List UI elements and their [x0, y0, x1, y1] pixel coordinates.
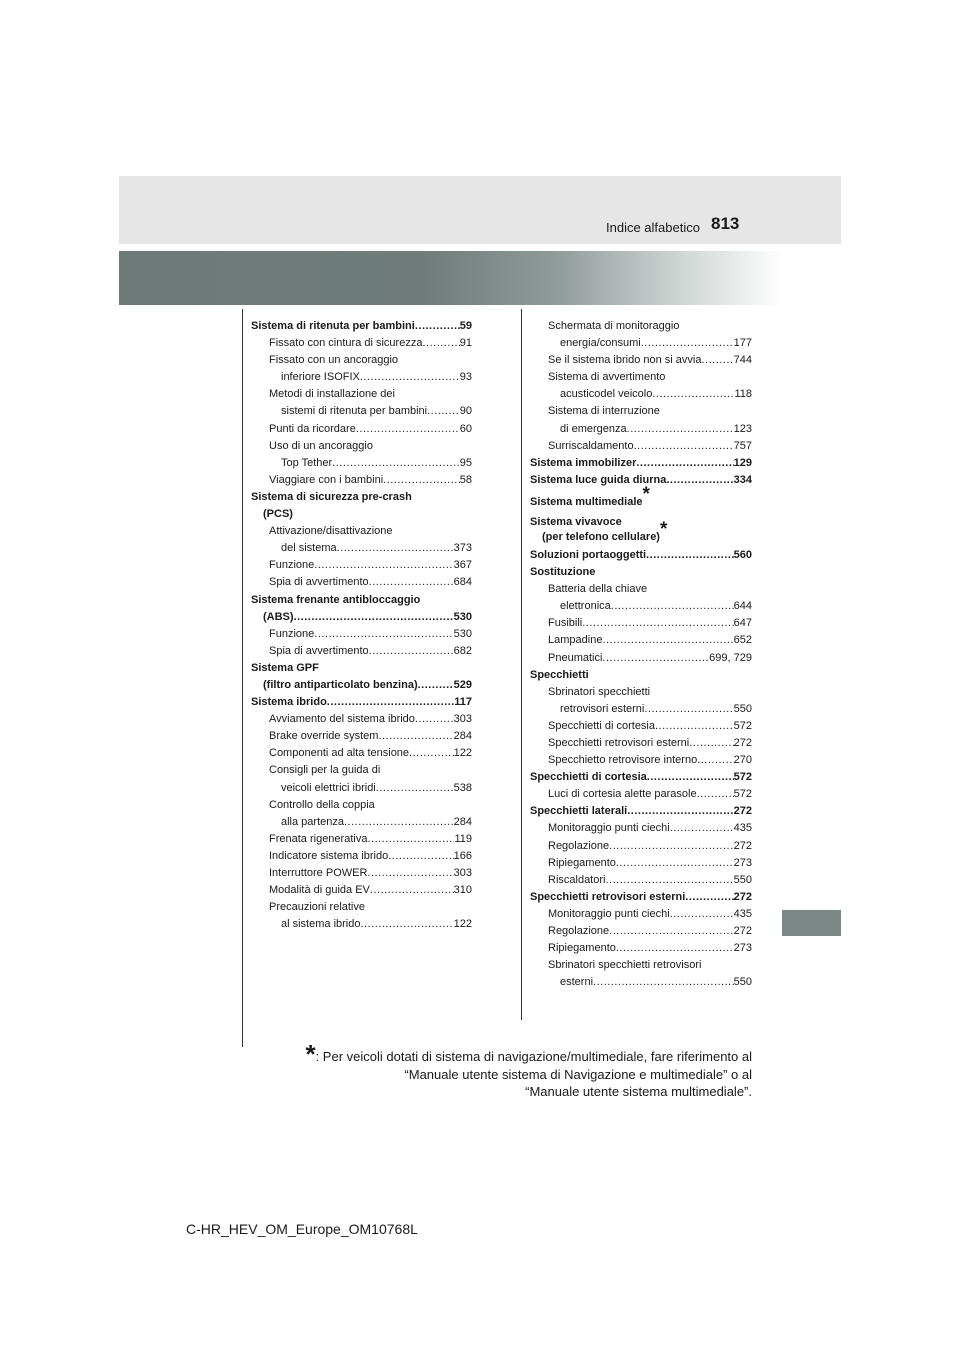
- index-entry: Sistema GPF (filtro antiparticolato benzina) ..... 529: [251, 660, 472, 694]
- index-subentry: Monitoraggio punti ciechi ..... 435: [530, 906, 752, 923]
- index-column-right: [530, 318, 752, 991]
- index-entry: Sistema ibrido ..... 117: [251, 694, 472, 711]
- index-subentry: Fusibili ..... 647: [530, 615, 752, 632]
- index-entry: Specchietti laterali ..... 272: [530, 803, 752, 820]
- index-entry: Sistema luce guida diurna ..... 334: [530, 472, 752, 489]
- index-subentry: Riscaldatori ..... 550: [530, 872, 752, 889]
- index-subentry: Precauzioni relative al sistema ibrido ..... 122: [251, 899, 472, 933]
- index-subentry: Spia di avvertimento ..... 682: [251, 643, 472, 660]
- index-entry: Specchietti: [530, 668, 589, 681]
- index-subentry: Specchietti retrovisori esterni ..... 272: [530, 735, 752, 752]
- index-subentry: Monitoraggio punti ciechi ..... 435: [530, 820, 752, 837]
- index-subentry: Sistema di avvertimento acusticodel veicolo ..... 118: [530, 369, 752, 403]
- index-entry: Sistema di sicurezza pre-crash (PCS): [251, 490, 412, 521]
- left-margin-rule: [242, 309, 243, 1047]
- index-entry: Sostituzione: [530, 566, 596, 579]
- index-subentry: Modalità di guida EV ..... 310: [251, 882, 472, 899]
- index-subentry: Fissato con un ancoraggio inferiore ISOFIX ..... 93: [251, 352, 472, 386]
- index-entry: Sistema multimediale*: [530, 483, 650, 508]
- column-divider: [521, 309, 522, 1020]
- index-entry: Specchietti di cortesia ..... 572: [530, 769, 752, 786]
- section-title: Indice alfabetico: [606, 220, 700, 235]
- footnote-star-icon: *: [659, 518, 668, 540]
- index-subentry: Regolazione ..... 272: [530, 838, 752, 855]
- footnote-star-icon: *: [305, 1039, 316, 1069]
- footnote-star-icon: *: [642, 483, 650, 505]
- gradient-banner: [119, 251, 841, 305]
- index-subentry: Consigli per la guida di veicoli elettrici ibridi ..... 538: [251, 762, 472, 796]
- index-entry: Soluzioni portaoggetti ..... 560: [530, 547, 752, 564]
- index-subentry: Punti da ricordare ..... 60: [251, 421, 472, 438]
- index-subentry: Componenti ad alta tensione ..... 122: [251, 745, 472, 762]
- index-entry: Sistema immobilizer ..... 129: [530, 455, 752, 472]
- index-subentry: Brake override system ..... 284: [251, 728, 472, 745]
- index-subentry: Regolazione ..... 272: [530, 923, 752, 940]
- index-column-left: [251, 318, 472, 933]
- index-subentry: Lampadine ..... 652: [530, 632, 752, 649]
- index-entry: Specchietti retrovisori esterni ..... 272: [530, 889, 752, 906]
- index-subentry: Attivazione/disattivazione del sistema ..... 373: [251, 523, 472, 557]
- index-subentry: Schermata di monitoraggio energia/consumi ..... 177: [530, 318, 752, 352]
- index-entry: Sistema frenante antibloccaggio (ABS) ..... 530: [251, 592, 472, 626]
- index-subentry: Spia di avvertimento ..... 684: [251, 574, 472, 591]
- index-subentry: Funzione ..... 367: [251, 557, 472, 574]
- index-subentry: Controllo della coppia alla partenza ..... 284: [251, 797, 472, 831]
- index-subentry: Funzione ..... 530: [251, 626, 472, 643]
- index-subentry: Sistema di interruzione di emergenza ..... 123: [530, 403, 752, 437]
- index-subentry: Pneumatici ..... 699, 729: [530, 650, 752, 667]
- index-subentry: Fissato con cintura di sicurezza ..... 91: [251, 335, 472, 352]
- chapter-tab: [782, 910, 841, 936]
- index-subentry: Metodi di installazione dei sistemi di ritenuta per bambini ..... 90: [251, 386, 472, 420]
- index-entry: Sistema vivavoce (per telefono cellulare)*: [530, 515, 668, 543]
- index-subentry: Sbrinatori specchietti retrovisori esterni ..... 550: [530, 684, 752, 718]
- index-subentry: Luci di cortesia alette parasole ..... 572: [530, 786, 752, 803]
- index-subentry: Specchietti di cortesia ..... 572: [530, 718, 752, 735]
- index-subentry: Indicatore sistema ibrido ..... 166: [251, 848, 472, 865]
- footnote: *: Per veicoli dotati di sistema di navigazione/multimediale, fare riferimento al “Manuale utente sistema di Navigazione e multimediale” o al “Manuale utente sistema multimediale”.: [305, 1039, 752, 1099]
- index-subentry: Uso di un ancoraggio Top Tether ..... 95: [251, 438, 472, 472]
- page-number: 813: [711, 214, 740, 233]
- index-subentry: Specchietto retrovisore interno ..... 270: [530, 752, 752, 769]
- index-subentry: Batteria della chiave elettronica ..... 644: [530, 581, 752, 615]
- index-subentry: Viaggiare con i bambini ..... 58: [251, 472, 472, 489]
- document-id: C-HR_HEV_OM_Europe_OM10768L: [186, 1221, 418, 1237]
- index-subentry: Sbrinatori specchietti retrovisori esterni ..... 550: [530, 957, 752, 991]
- index-subentry: Ripiegamento ..... 273: [530, 940, 752, 957]
- index-entry: Sistema di ritenuta per bambini ..... 59: [251, 318, 472, 335]
- index-subentry: Surriscaldamento ..... 757: [530, 438, 752, 455]
- index-subentry: Se il sistema ibrido non si avvia ..... 744: [530, 352, 752, 369]
- index-subentry: Interruttore POWER ..... 303: [251, 865, 472, 882]
- index-subentry: Avviamento del sistema ibrido ..... 303: [251, 711, 472, 728]
- index-subentry: Frenata rigenerativa ..... 119: [251, 831, 472, 848]
- index-subentry: Ripiegamento ..... 273: [530, 855, 752, 872]
